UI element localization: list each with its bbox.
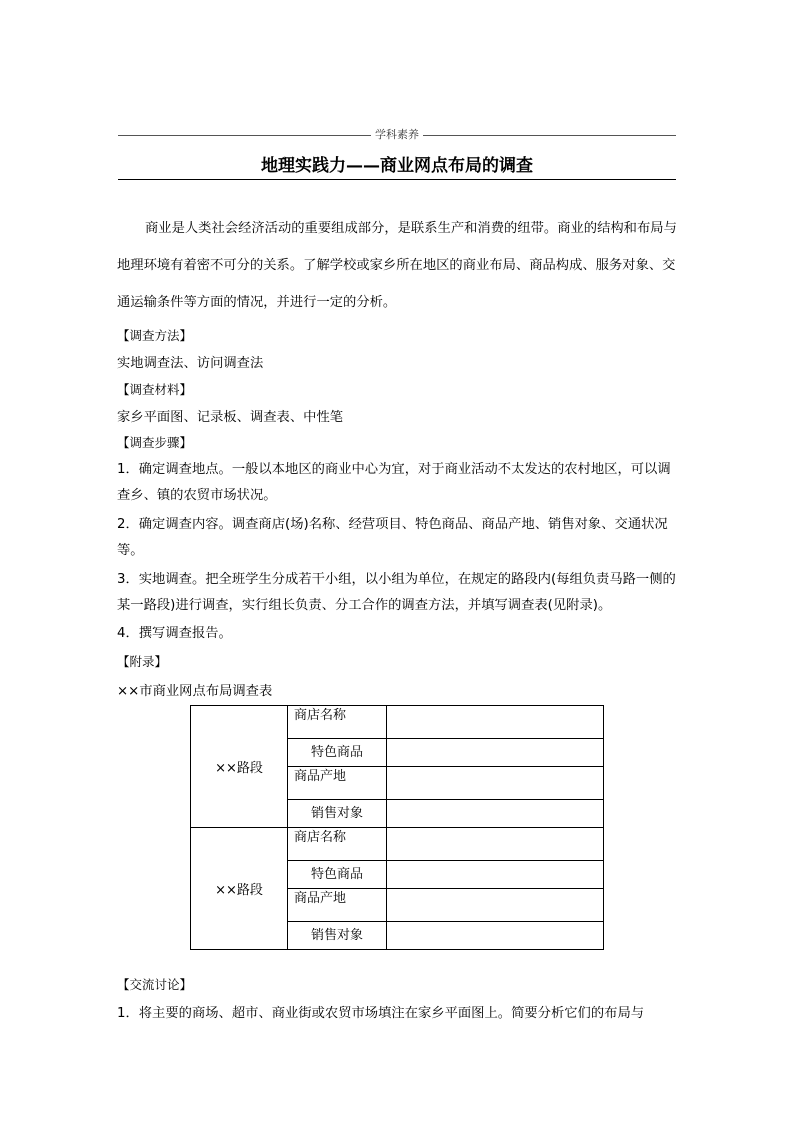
step-item-1: 1．确定调查地点。一般以本地区的商业中心为宜，对于商业活动不太发达的农村地区，可以调查乡、镇的农贸市场状况。 bbox=[117, 462, 671, 503]
material-text: 家乡平面图、记录板、调查表、中性笔 bbox=[117, 410, 344, 425]
page-title: 地理实践力——商业网点布局的调查 bbox=[261, 156, 533, 176]
step-item-3: 3．实地调查。把全班学生分成若干小组，以小组为单位，在规定的路段内(每组负责马路一侧的某一路段)进行调查，实行组长负责、分工合作的调查方法，并填写调查表(见附录)。 bbox=[117, 572, 676, 613]
value-cell[interactable] bbox=[387, 706, 604, 739]
value-cell[interactable] bbox=[387, 800, 604, 828]
section-tag: 学科素养 bbox=[0, 128, 794, 142]
value-cell[interactable] bbox=[387, 861, 604, 889]
label-cell: 特色商品 bbox=[288, 739, 387, 767]
table-row bbox=[191, 706, 604, 739]
appendix-heading: 【附录】 bbox=[117, 654, 168, 669]
table-caption: ××市商业网点布局调查表 bbox=[117, 684, 273, 699]
header-rule-bottom bbox=[118, 179, 676, 180]
discussion-heading: 【交流讨论】 bbox=[117, 977, 193, 992]
value-cell[interactable] bbox=[387, 739, 604, 767]
step-item-4: 4．撰写调查报告。 bbox=[117, 626, 232, 641]
intro-paragraph: 商业是人类社会经济活动的重要组成部分，是联系生产和消费的纽带。商业的结构和布局与地理环境有着密不可分的关系。了解学校或家乡所在地区的商业布局、商品构成、服务对象、交通运输条件等方面的情况，并进行一定的分析。 bbox=[117, 221, 677, 310]
table-row bbox=[191, 828, 604, 861]
label-cell: 销售对象 bbox=[288, 922, 387, 950]
value-cell[interactable] bbox=[387, 922, 604, 950]
value-cell[interactable] bbox=[387, 889, 604, 922]
label-cell: 商店名称 bbox=[288, 828, 387, 861]
value-cell[interactable] bbox=[387, 828, 604, 861]
label-cell: 销售对象 bbox=[288, 800, 387, 828]
label-cell: 商品产地 bbox=[288, 767, 387, 800]
survey-table bbox=[190, 705, 604, 950]
segment-cell: ××路段 bbox=[191, 828, 288, 950]
steps-heading: 【调查步骤】 bbox=[117, 435, 193, 450]
method-text: 实地调查法、访问调查法 bbox=[117, 356, 264, 371]
segment-cell: ××路段 bbox=[191, 706, 288, 828]
label-cell: 商店名称 bbox=[288, 706, 387, 739]
method-heading: 【调查方法】 bbox=[117, 328, 193, 343]
value-cell[interactable] bbox=[387, 767, 604, 800]
step-item-2: 2．确定调查内容。调查商店(场)名称、经营项目、特色商品、商品产地、销售对象、交通状况等。 bbox=[117, 517, 668, 558]
discussion-item-1: 1．将主要的商场、超市、商业街或农贸市场填注在家乡平面图上。简要分析它们的布局与 bbox=[117, 1006, 645, 1021]
label-cell: 商品产地 bbox=[288, 889, 387, 922]
label-cell: 特色商品 bbox=[288, 861, 387, 889]
material-heading: 【调查材料】 bbox=[117, 382, 193, 397]
